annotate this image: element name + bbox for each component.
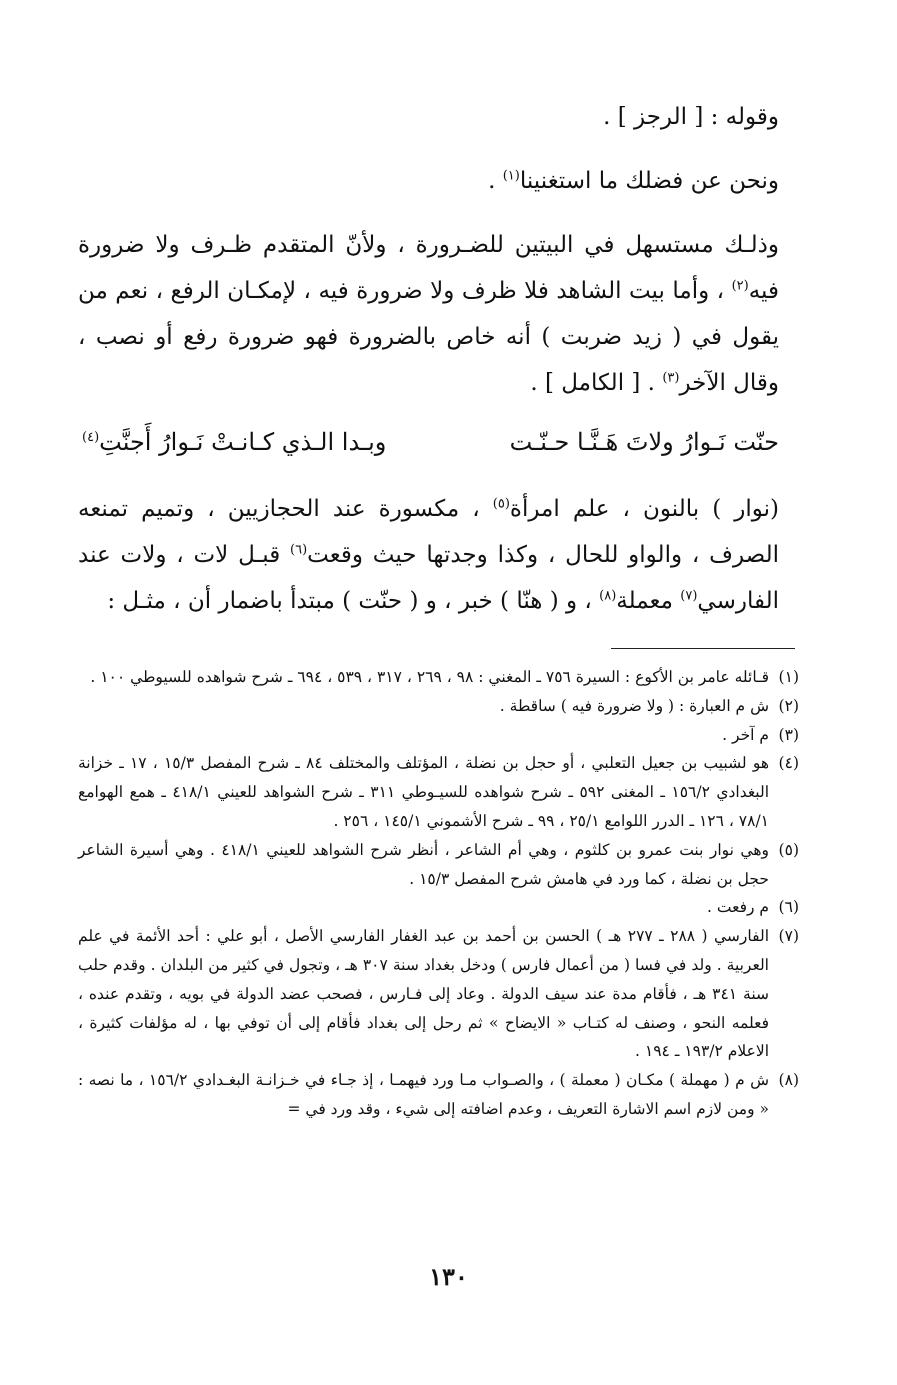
footnotes bbox=[78, 663, 799, 1124]
footnote-1 bbox=[78, 663, 799, 692]
footnote-text: وهي نوار بنت عمرو بن كلثوم ، وهي أم الشاعر ، أنظر شرح الشواهد للعيني ٤١٨/١ . وهي أسيرة الشاعر حجل بن نضلة ، كما ورد في هامش شرح المفصل ١٥/٣ . bbox=[78, 840, 769, 888]
footnote-text: الفارسي ( ٢٨٨ ـ ٢٧٧ هـ ) الحسن بن أحمد بن عبد الغفار الفارسي الأصل ، أبو علي : أحد الأئمة في علم العربية . ولد في فسا ( من أعمال فارس ) ودخل بغداد سنة ٣٠٧ هـ ، وتجول في كثير من البلدان . وقدم حلب سنة ٣٤١ هـ ، فأقام مدة عند سيف الدولة . وعاد إلى فـارس ، فصحب عضد الدولة في بويه ، وتقدم عنده ، فعلمه النحو ، وصنف له كتـاب « الايضاح » ثم رحل إلى بغداد فأقام إلى أن توفي بها ، له مؤلفات كثيرة ، الاعلام ١٩٣/٢ ـ ١٩٤ . bbox=[78, 927, 769, 1061]
footnote-number: (٣) bbox=[778, 725, 799, 744]
footnote-4 bbox=[78, 749, 799, 835]
footnote-text: هو لشبيب بن جعيل التعلبي ، أو حجل بن نضلة ، المؤتلف والمختلف ٨٤ ـ شرح المفصل ١٥/٣ ، ١٧ ـ خزانة البغدادي ١٥٦/٢ ـ المغنى ٥٩٢ ـ شرح شواهده للسيـوطي ٣١١ ـ شرح الشواهد للعيني ٤١٨/١ ـ همع الهوامع ٧٨/١ ، ١٢٦ ـ الدرر اللوامع ٢٥/١ ، ٩٩ ـ شرح الأشموني ١٤٥/١ ، ٢٥٦ . bbox=[78, 754, 770, 830]
footnote-text: ش م العبارة : ( ولا ضرورة فيه ) ساقطة . bbox=[499, 696, 769, 715]
footnote-number: (٦) bbox=[778, 898, 799, 917]
footnote-2 bbox=[78, 692, 799, 721]
footnote-number: (١) bbox=[778, 668, 799, 686]
footnote-text: م آخر . bbox=[722, 725, 769, 744]
footnote-ref-5: (٥) bbox=[492, 496, 510, 512]
footnote-ref-4: (٤) bbox=[82, 430, 100, 445]
footnote-5 bbox=[78, 836, 799, 894]
quote-intro-line: وقوله : [ الرجز ] . bbox=[603, 104, 779, 130]
footnote-number: (٧) bbox=[778, 927, 799, 946]
footnote-6 bbox=[78, 893, 799, 922]
footnote-ref-3: (٣) bbox=[662, 370, 680, 386]
verse-second-hemistich: وبـدا الـذي كـانـتْ نَـوارُ أَجنَّتِ$^{(٤)}$ bbox=[82, 428, 387, 456]
paragraph-2: (نوار ) بالنون ، علم امرأة$^{(٥)}$ ، مكسورة عند الحجازيين ، وتميم تمنعه الصرف ، والواو للحال ، وكذا وجدتها حيث وقعت$^{(٦)}$ قبـل لات ، ولات عند الفارسي$^{(٧)}$ معملة$^{(٨)}$ ، و ( هنّا ) خبر ، و ( حنّت ) مبتدأ باضمار أن ، مثـل : bbox=[78, 496, 780, 614]
footnote-text: قـائله عامر بن الأكوع : السيرة ٧٥٦ ـ المغني : ٩٨ ، ٢٦٩ ، ٣١٧ ، ٥٣٩ ، ٦٩٤ ـ شرح شواهده للسيوطي ١٠٠ . bbox=[90, 668, 769, 686]
page-number: ١٣٠ bbox=[429, 1262, 468, 1291]
poetry-verse bbox=[82, 428, 779, 464]
footnote-8 bbox=[78, 1066, 799, 1124]
footnote-number: (٨) bbox=[778, 1071, 799, 1090]
footnote-text: ش م ( مهملة ) مكـان ( معملة ) ، والصـواب مـا ورد فيهمـا ، إذ جـاء في خـزانـة البغـدادي ١٥٦/٢ ، ما نصه : « ومن لازم اسم الاشارة التعريف ، وعدم اضافته إلى شيء ، وقد ورد في = bbox=[78, 1071, 770, 1118]
paragraph-1: وذلـك مستسهل في البيتين للضـرورة ، ولأنّ المتقدم ظـرف ولا ضرورة فيه$^{(٢)}$ ، وأما بيت الشاهد فلا ظرف ولا ضرورة فيه ، لإمكـان الرفع ، نعم من يقول في ( زيد ضربت ) أنه خاص بالضرورة فهو ضرورة رفع أو نصب ، وقال الآخر$^{(٣)}$ . [ الكامل ] . bbox=[78, 232, 779, 396]
footnote-7 bbox=[78, 922, 799, 1066]
footnote-number: (٤) bbox=[778, 754, 799, 773]
footnote-number: (٥) bbox=[778, 840, 799, 859]
footnote-ref-7: (٧) bbox=[680, 588, 698, 604]
verse-fragment-line: ونحن عن فضلك ما استغنينا$^{(١)}$ . bbox=[488, 168, 779, 194]
footnote-ref-8: (٨) bbox=[599, 588, 617, 604]
footnote-3 bbox=[78, 721, 799, 750]
footnote-text: م رفعت . bbox=[707, 898, 769, 917]
footnote-ref-6: (٦) bbox=[290, 542, 308, 558]
footnote-ref-1: (١) bbox=[502, 168, 520, 184]
footnote-separator bbox=[611, 648, 795, 649]
verse-first-hemistich-text: حنّت نَـوارُ ولاتَ هَـنَّـا حـنّـت bbox=[509, 428, 779, 456]
footnote-number: (٢) bbox=[778, 696, 799, 715]
footnote-ref-2: (٢) bbox=[731, 278, 749, 294]
